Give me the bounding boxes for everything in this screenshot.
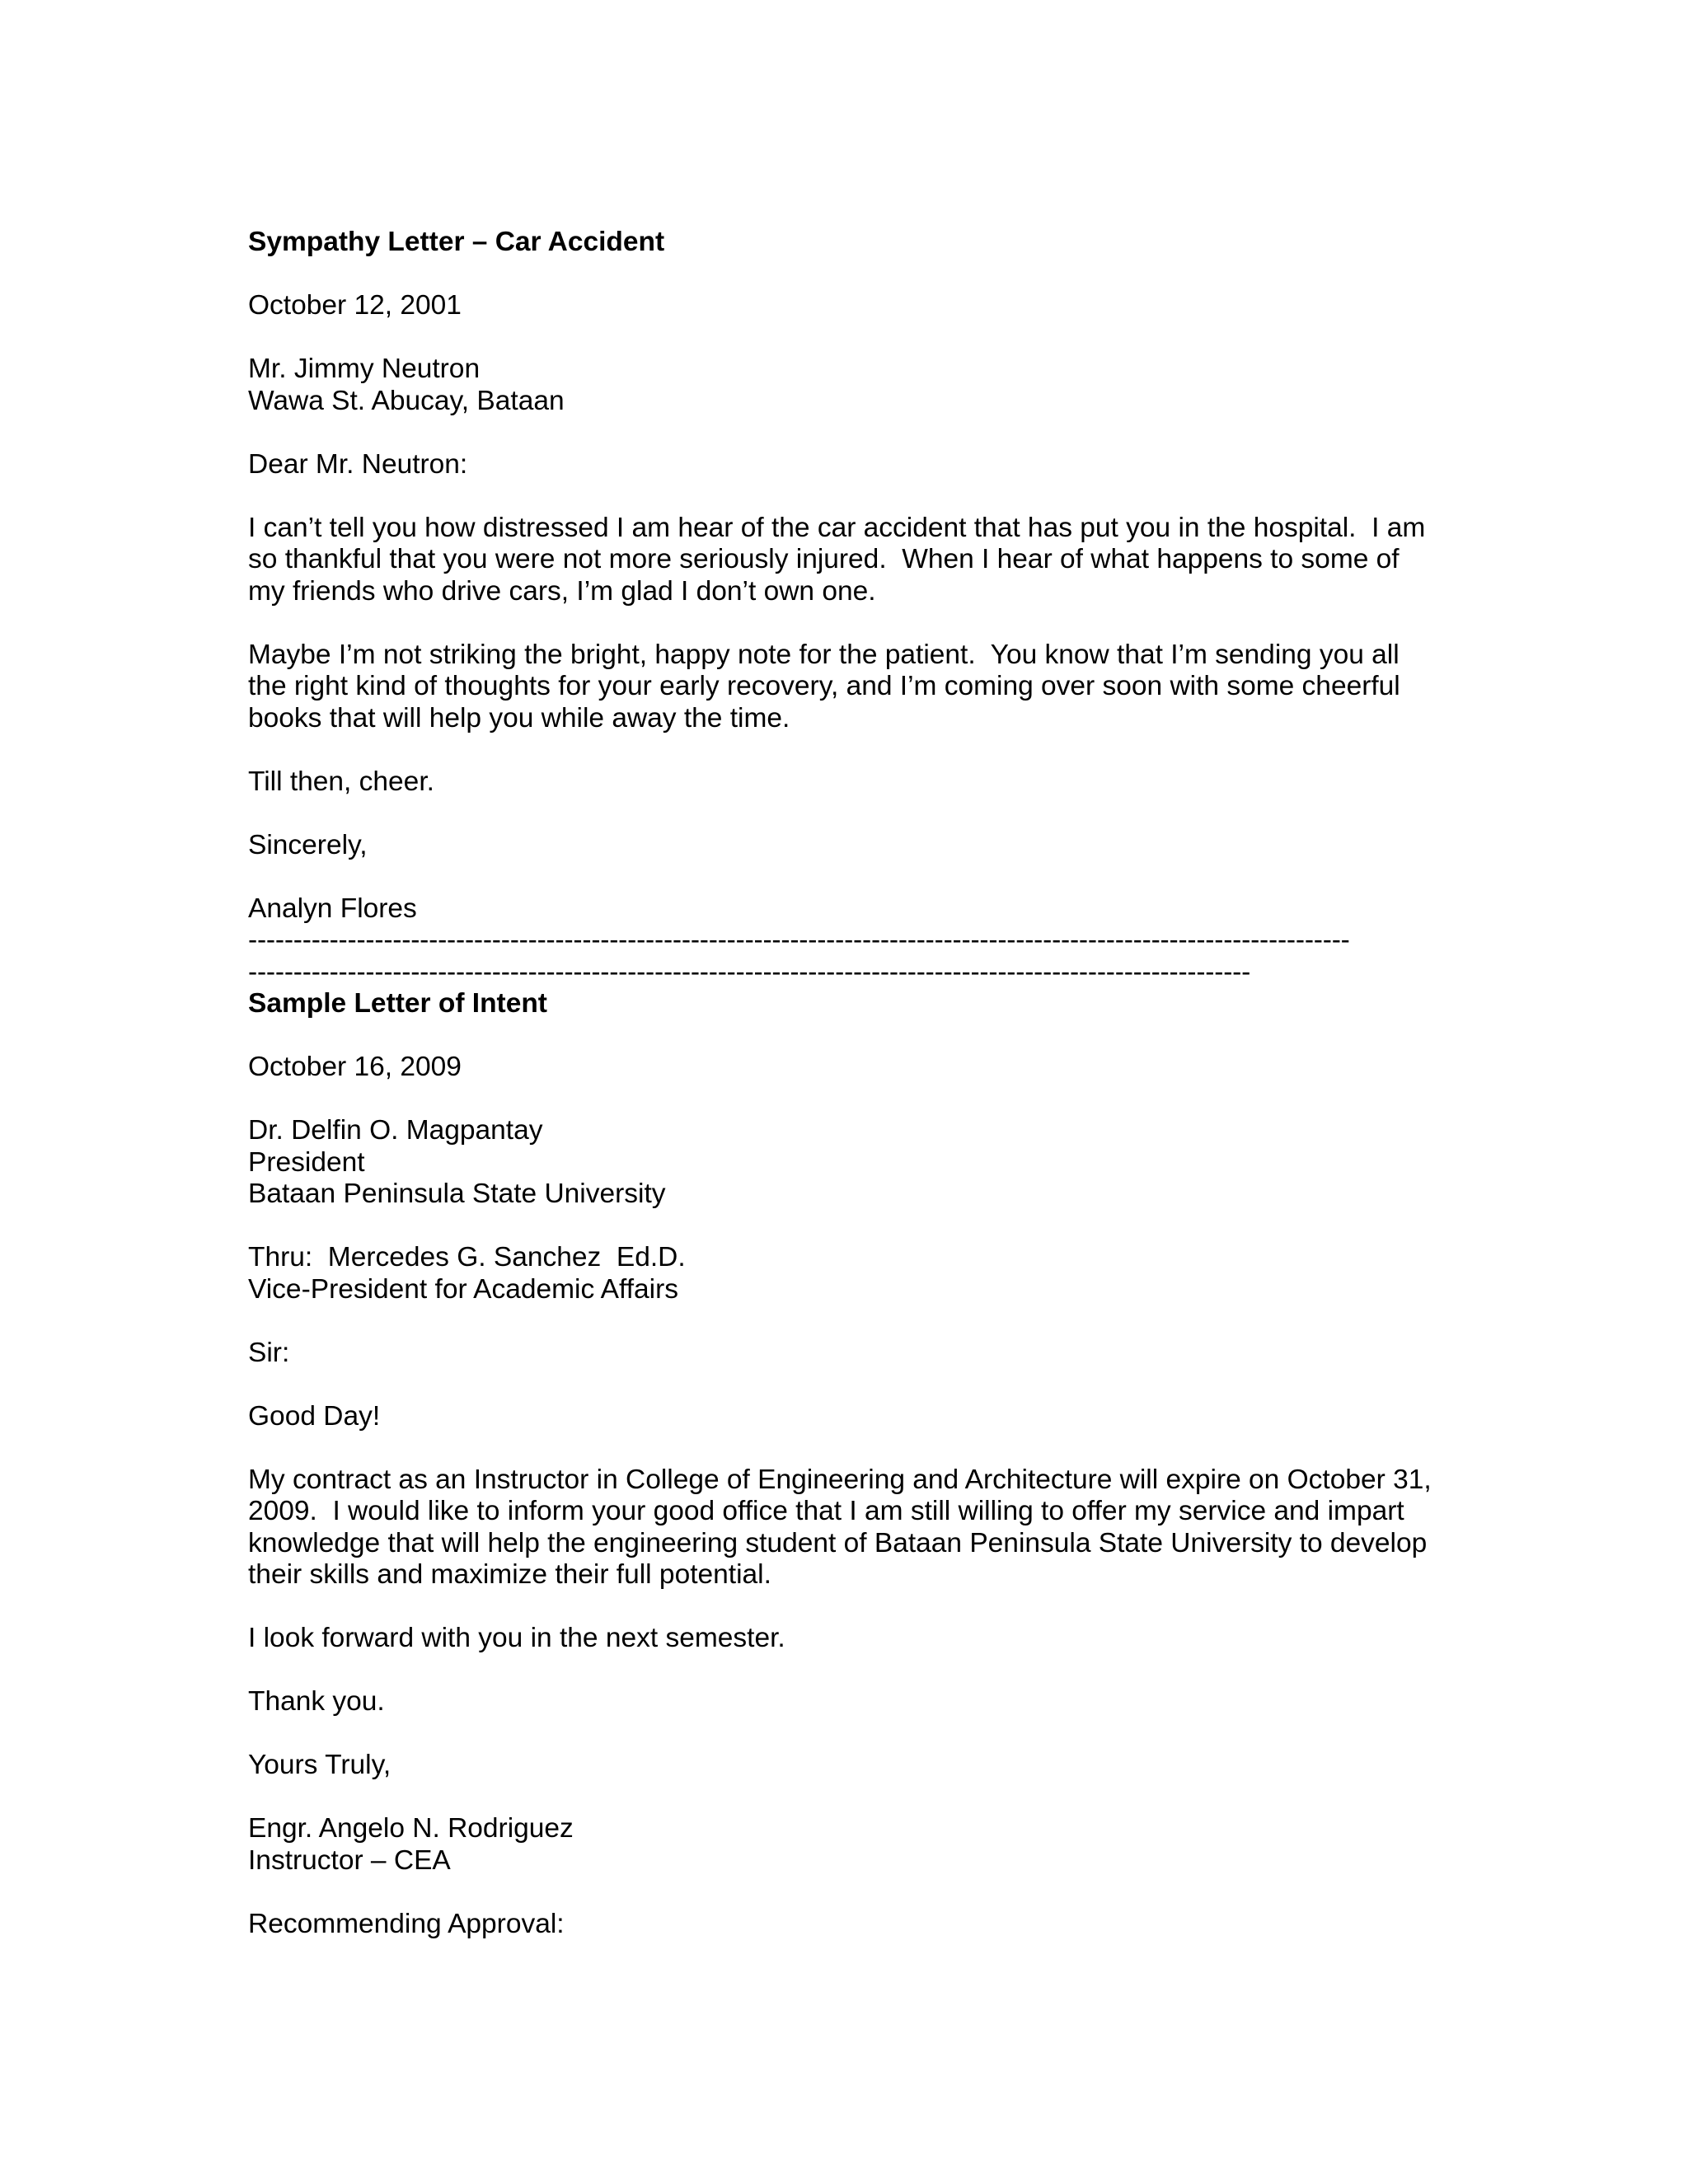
letter2-paragraph-2: I look forward with you in the next semester.: [248, 1623, 785, 1653]
letter2-salutation: Sir:: [248, 1337, 290, 1368]
letter1-heading: Sympathy Letter – Car Accident: [248, 227, 665, 257]
letter2-paragraph-1: [248, 1465, 1435, 1591]
paragraph-line: I can’t tell you how distressed I am hear of the car accident that has put you in the hospital. I am: [248, 512, 1426, 543]
letter1-signature: Analyn Flores: [248, 893, 417, 924]
separator-line-2: ---------------------------------------------------------------------------------------------------------------: [248, 956, 1251, 987]
letter2-signature-name: Engr. Angelo N. Rodriguez: [248, 1813, 574, 1844]
letter2-signature-title: Instructor – CEA: [248, 1844, 451, 1876]
letter1-closing: Sincerely,: [248, 829, 368, 860]
letter2-thanks: Thank you.: [248, 1686, 385, 1717]
letter2-thru-title: Vice-President for Academic Affairs: [248, 1273, 678, 1305]
letter2-recipient-title: President: [248, 1146, 365, 1178]
paragraph-line: books that will help you while away the time.: [248, 702, 790, 733]
paragraph-line: their skills and maximize their full potential.: [248, 1559, 771, 1590]
letter2-closing: Yours Truly,: [248, 1750, 392, 1780]
letter2-recipient-name: Dr. Delfin O. Magpantay: [248, 1115, 543, 1146]
letter2-thru: Thru: Mercedes G. Sanchez Ed.D.: [248, 1242, 686, 1272]
letter2-recipient-institution: Bataan Peninsula State University: [248, 1179, 666, 1209]
letter2-heading: Sample Letter of Intent: [248, 988, 547, 1019]
letter2-recommending: Recommending Approval:: [248, 1908, 565, 1939]
letter1-paragraph-2: [248, 640, 1435, 735]
letter1-paragraph-3: Till then, cheer.: [248, 766, 434, 797]
paragraph-line: 2009. I would like to inform your good office that I am still willing to offer my service and impart: [248, 1496, 1404, 1526]
paragraph-line: knowledge that will help the engineering student of Bataan Peninsula State University to develop: [248, 1527, 1428, 1558]
document-page: [248, 227, 1435, 1940]
paragraph-line: the right kind of thoughts for your early recovery, and I’m coming over soon with some cheerful: [248, 671, 1400, 701]
letter1-salutation: Dear Mr. Neutron:: [248, 448, 468, 480]
letter1-recipient-name: Mr. Jimmy Neutron: [248, 354, 481, 384]
letter1-date: October 12, 2001: [248, 290, 462, 321]
letter2-greeting: Good Day!: [248, 1400, 381, 1432]
paragraph-line: so thankful that you were not more seriously injured. When I hear of what happens to some of: [248, 544, 1400, 574]
letter1-paragraph-1: [248, 513, 1435, 608]
letter2-date: October 16, 2009: [248, 1052, 462, 1082]
paragraph-line: Maybe I’m not striking the bright, happy note for the patient. You know that I’m sending you all: [248, 639, 1400, 670]
separator-line-1: --------------------------------------------------------------------------------------------------------------------------: [248, 925, 1350, 955]
paragraph-line: my friends who drive cars, I’m glad I don’t own one.: [248, 575, 876, 607]
letter1-recipient-address: Wawa St. Abucay, Bataan: [248, 385, 565, 416]
paragraph-line: My contract as an Instructor in College of Engineering and Architecture will expire on October 31,: [248, 1464, 1432, 1495]
